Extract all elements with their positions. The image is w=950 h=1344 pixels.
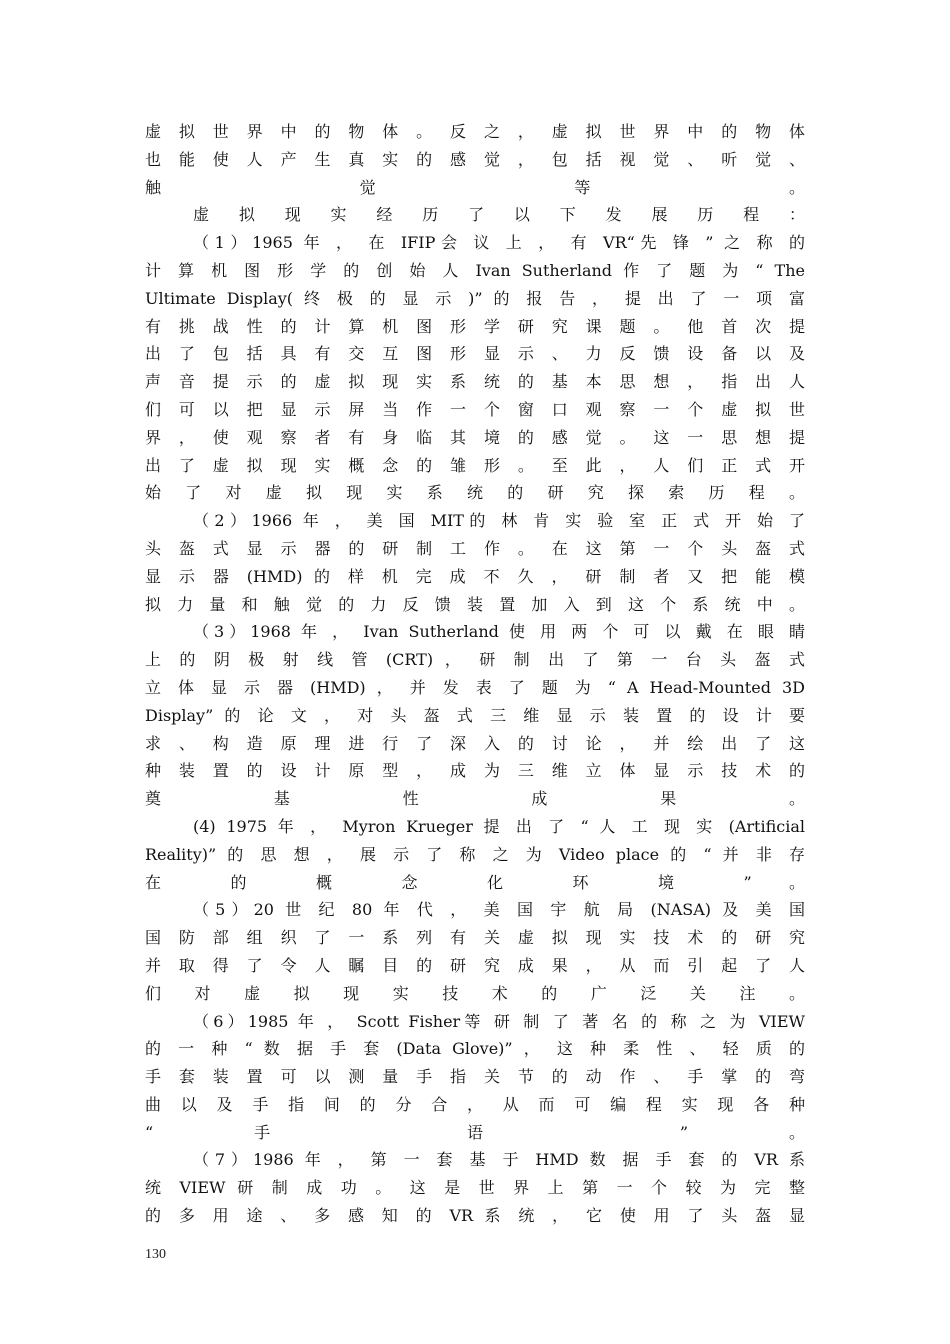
text-line: 并 取 得 了 令 人 瞩 目 的 研 究 成 果 ， 从 而 引 起 了 人: [145, 955, 805, 975]
text-line: （2）1966 年 ， 美 国 MIT的 林 肯 实 验 室 正 式 开 始 了: [193, 511, 805, 531]
text-line: 显 示 器 (HMD) 的 样 机 完 成 不 久 ， 研 制 者 又 把 能 模: [145, 566, 805, 586]
text-line: （5）20 世 纪 80 年 代 ， 美 国 宇 航 局 (NASA) 及 美 国: [193, 900, 805, 920]
text-line: 拟 力 量 和 触 觉 的 力 反 馈 装 置 加 入 到 这 个 系 统 中 。: [145, 594, 805, 614]
text-line: 触 觉 等 。: [145, 177, 805, 197]
text-line: 有 挑 战 性 的 计 算 机 图 形 学 研 究 课 题 。 他 首 次 提: [145, 316, 805, 336]
text-line: 在 的 概 念 化 环 境 ” 。: [145, 872, 805, 892]
text-line: Display” 的 论 文 ， 对 头 盔 式 三 维 显 示 装 置 的 设 计 要: [145, 705, 805, 725]
text-line: （1）1965 年 ， 在 IFIP会 议 上 ， 有 VR“先 锋 ” 之 称 的: [193, 233, 805, 253]
text-line: 们 可 以 把 显 示 屏 当 作 一 个 窗 口 观 察 一 个 虚 拟 世: [145, 399, 805, 419]
text-line: 上 的 阴 极 射 线 管 (CRT) ， 研 制 出 了 第 一 台 头 盔 式: [145, 650, 805, 670]
text-line: （3）1968 年 ， Ivan Sutherland 使 用 两 个 可 以 戴 在 眼 睛: [193, 622, 805, 642]
text-line: 的 多 用 途 、 多 感 知 的 VR 系 统 ， 它 使 用 了 头 盔 显: [145, 1206, 805, 1226]
text-line: （6）1985 年 ， Scott Fisher等 研 制 了 著 名 的 称 之 为 VIEW: [193, 1011, 805, 1031]
text-line: 的 一 种 “ 数 据 手 套 (Data Glove)” ， 这 种 柔 性 、 轻 质 的: [145, 1039, 805, 1059]
text-line: （7）1986 年 ， 第 一 套 基 于 HMD 数 据 手 套 的 VR 系: [193, 1150, 805, 1170]
text-line: 声 音 提 示 的 虚 拟 现 实 系 统 的 基 本 思 想 ， 指 出 人: [145, 372, 805, 392]
text-line: 虚 拟 现 实 经 历 了 以 下 发 展 历 程 ：: [193, 205, 805, 225]
text-line: 出 了 包 括 具 有 交 互 图 形 显 示 、 力 反 馈 设 备 以 及: [145, 344, 805, 364]
text-line: 界 ， 使 观 察 者 有 身 临 其 境 的 感 觉 。 这 一 思 想 提: [145, 427, 805, 447]
text-line: 手 套 装 置 可 以 测 量 手 指 关 节 的 动 作 、 手 掌 的 弯: [145, 1067, 805, 1087]
text-line: 种 装 置 的 设 计 原 型 ， 成 为 三 维 立 体 显 示 技 术 的: [145, 761, 805, 781]
text-line: 奠 基 性 成 果 。: [145, 789, 805, 809]
text-line: 出 了 虚 拟 现 实 概 念 的 雏 形 。 至 此 ， 人 们 正 式 开: [145, 455, 805, 475]
text-line: 计 算 机 图 形 学 的 创 始 人 Ivan Sutherland 作 了 题 为 “ The: [145, 260, 805, 280]
text-line: Ultimate Display( 终 极 的 显 示 )” 的 报 告 ， 提 出 了 一 项 富: [145, 288, 805, 308]
text-line: 头 盔 式 显 示 器 的 研 制 工 作 。 在 这 第 一 个 头 盔 式: [145, 538, 805, 558]
text-line: 曲 以 及 手 指 间 的 分 合 ， 从 而 可 编 程 实 现 各 种: [145, 1094, 805, 1114]
text-line: 国 防 部 组 织 了 一 系 列 有 关 虚 拟 现 实 技 术 的 研 究: [145, 928, 805, 948]
page-number: 130: [145, 1247, 166, 1262]
text-line: 始 了 对 虚 拟 现 实 系 统 的 研 究 探 索 历 程 。: [145, 483, 805, 503]
text-line: 求 、 构 造 原 理 进 行 了 深 入 的 讨 论 ， 并 绘 出 了 这: [145, 733, 805, 753]
text-line: (4) 1975 年 ， Myron Krueger 提 出 了 “ 人 工 现 实 (Artificial: [193, 816, 805, 836]
text-line: 也 能 使 人 产 生 真 实 的 感 觉 ， 包 括 视 觉 、 听 觉 、: [145, 149, 805, 169]
text-line: 统 VIEW 研 制 成 功 。 这 是 世 界 上 第 一 个 较 为 完 整: [145, 1178, 805, 1198]
body-text: [145, 118, 805, 1230]
text-line: 虚 拟 世 界 中 的 物 体 。 反 之 ， 虚 拟 世 界 中 的 物 体: [145, 122, 805, 141]
text-line: 们 对 虚 拟 现 实 技 术 的 广 泛 关 注 。: [145, 983, 805, 1003]
text-line: 立 体 显 示 器 (HMD) ， 并 发 表 了 题 为 “ A Head-Mounted 3D: [145, 677, 805, 697]
text-line: Reality)” 的 思 想 ， 展 示 了 称 之 为 Video place 的 “ 并 非 存: [145, 844, 805, 864]
text-line: “ 手 语 ” 。: [145, 1122, 805, 1142]
